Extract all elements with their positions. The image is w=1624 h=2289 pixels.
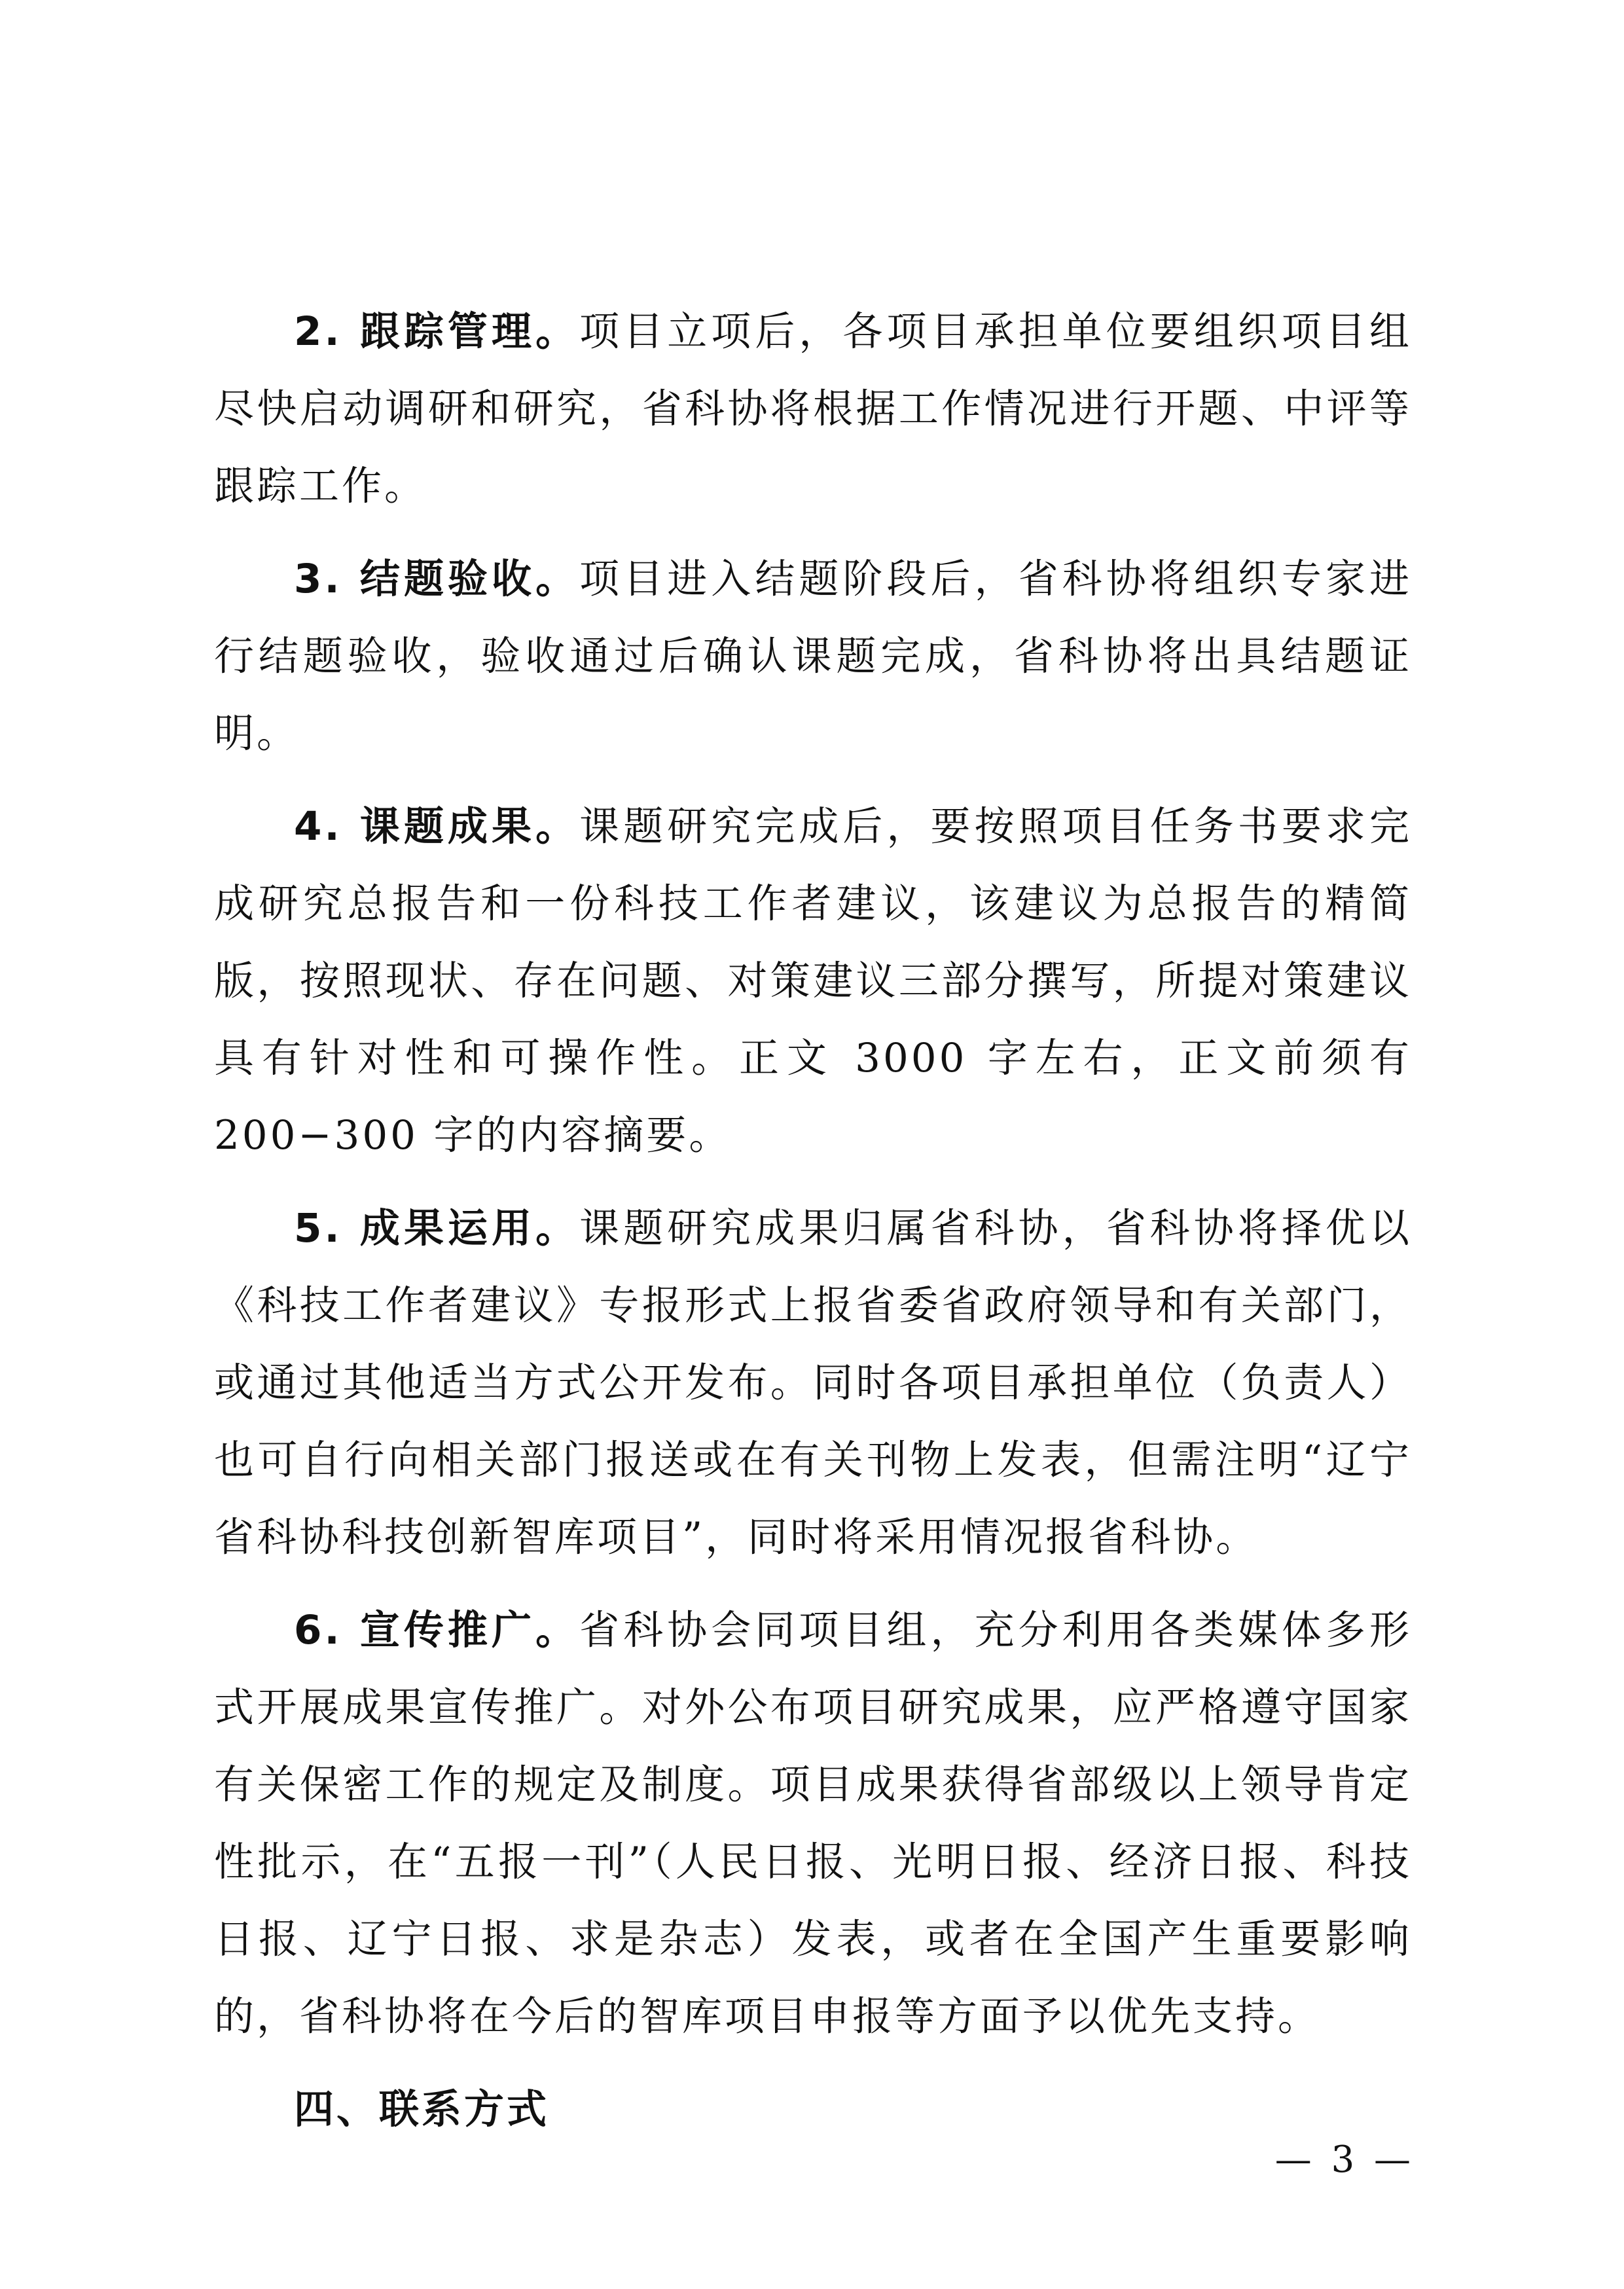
section-heading-contact: 四、联系方式 xyxy=(294,2086,550,2133)
paragraph-lead: 5. 成果运用。 xyxy=(294,1205,580,1252)
paragraph-text: 项目立项后，各项目承担单位要组织项目组尽快启动调研和研究，省科协将根据工作情况进行开题、中评等跟踪工作。 xyxy=(214,308,1412,509)
paragraph-final-acceptance xyxy=(214,541,1412,772)
paragraph-text: 省科协会同项目组，充分利用各类媒体多形式开展成果宣传推广。对外公布项目研究成果，应严格遵守国家有关保密工作的规定及制度。项目成果获得省部级以上领导肯定性批示，在“五报一刊”（人民日报、光明日报、经济日报、科技日报、辽宁日报、求是杂志）发表，或者在全国产生重要影响的，省科协将在今后的智库项目申报等方面予以优先支持。 xyxy=(214,1607,1412,2040)
paragraph-lead: 3. 结题验收。 xyxy=(294,556,580,602)
paragraph-promotion xyxy=(214,1592,1412,2055)
paragraph-text: 项目进入结题阶段后，省科协将组织专家进行结题验收，验收通过后确认课题完成，省科协将出具结题证明。 xyxy=(214,556,1412,757)
paragraph-lead: 2. 跟踪管理。 xyxy=(294,308,580,355)
paragraph-text: 课题研究成果归属省科协，省科协将择优以《科技工作者建议》专报形式上报省委省政府领导和有关部门，或通过其他适当方式公开发布。同时各项目承担单位（负责人）也可自行向相关部门报送或在有关刊物上发表，但需注明“辽宁省科协科技创新智库项目”，同时将采用情况报省科协。 xyxy=(214,1205,1412,1560)
paragraph-lead: 6. 宣传推广。 xyxy=(294,1607,580,1653)
page-number: — 3 — xyxy=(1274,2138,1415,2181)
paragraph-results-application xyxy=(214,1190,1412,1576)
document-body xyxy=(214,293,1412,2148)
paragraph-tracking-management xyxy=(214,293,1412,525)
paragraph-research-results xyxy=(214,788,1412,1174)
paragraph-text: 课题研究完成后，要按照项目任务书要求完成研究总报告和一份科技工作者建议，该建议为总报告的精简版，按照现状、存在问题、对策建议三部分撰写，所提对策建议具有针对性和可操作性。正文 3000 字左右，正文前须有 200−300 字的内容摘要。 xyxy=(214,803,1412,1159)
paragraph-lead: 4. 课题成果。 xyxy=(294,803,580,850)
